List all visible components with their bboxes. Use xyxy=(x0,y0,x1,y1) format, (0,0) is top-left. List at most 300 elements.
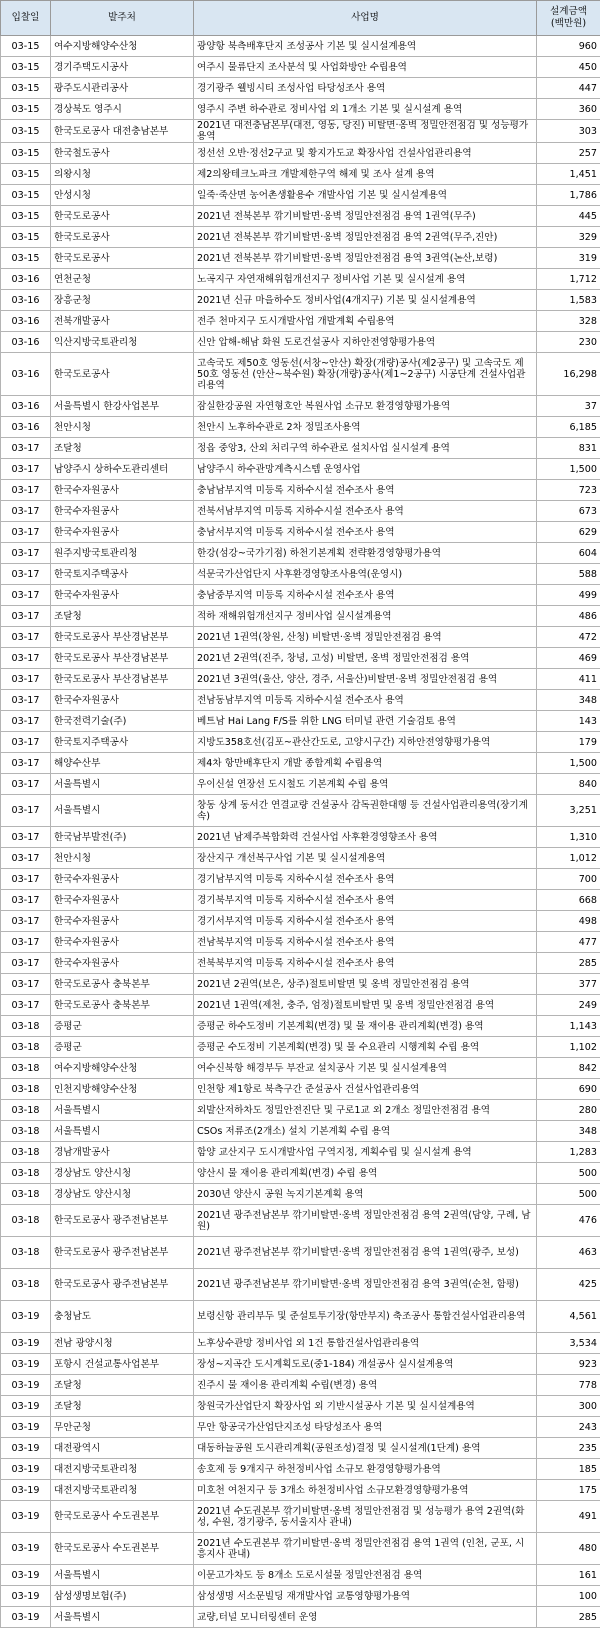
table-row xyxy=(1,732,600,753)
header-date: 입찰일 xyxy=(1,1,51,36)
cell-amount: 235 xyxy=(537,1438,600,1459)
table-row xyxy=(1,795,600,827)
cell-org: 서울특별시 xyxy=(51,1121,194,1142)
cell-amount: 723 xyxy=(537,480,600,501)
cell-date: 03-19 xyxy=(1,1480,51,1501)
cell-org: 천안시청 xyxy=(51,417,194,438)
cell-date: 03-17 xyxy=(1,932,51,953)
cell-amount: 16,298 xyxy=(537,353,600,396)
cell-org: 한국도로공사 xyxy=(51,248,194,269)
cell-date: 03-17 xyxy=(1,564,51,585)
cell-name: 2021년 수도권본부 깎기비탈면·옹벽 정밀안전점검 및 성능평가 용역 2권역(화성, 수원, 경기광주, 동서울지사 관내) xyxy=(194,1501,537,1533)
cell-amount: 1,012 xyxy=(537,848,600,869)
cell-org: 한국전력기술(주) xyxy=(51,711,194,732)
cell-name: 여수신북항 해경부두 부잔교 설치공사 기본 및 실시설계용역 xyxy=(194,1058,537,1079)
cell-amount: 3,534 xyxy=(537,1333,600,1354)
cell-date: 03-17 xyxy=(1,890,51,911)
cell-date: 03-18 xyxy=(1,1205,51,1237)
cell-name: 전남동남부지역 미등록 지하수시설 전수조사 용역 xyxy=(194,690,537,711)
cell-org: 조달청 xyxy=(51,606,194,627)
cell-date: 03-17 xyxy=(1,627,51,648)
cell-date: 03-19 xyxy=(1,1417,51,1438)
cell-amount: 1,283 xyxy=(537,1142,600,1163)
cell-amount: 960 xyxy=(537,36,600,57)
cell-name: 증평군 수도정비 기본계획(변경) 및 물 수요관리 시행계획 수립 용역 xyxy=(194,1037,537,1058)
table-row xyxy=(1,311,600,332)
cell-amount: 285 xyxy=(537,1607,600,1628)
table-row xyxy=(1,1417,600,1438)
cell-amount: 1,712 xyxy=(537,269,600,290)
cell-amount: 328 xyxy=(537,311,600,332)
cell-name: 전주 천마지구 도시개발사업 개발계획 수립용역 xyxy=(194,311,537,332)
header-org: 발주처 xyxy=(51,1,194,36)
cell-org: 한국도로공사 부산경남본부 xyxy=(51,669,194,690)
cell-name: 양산시 물 재이용 관리계획(변경) 수립 용역 xyxy=(194,1163,537,1184)
cell-date: 03-17 xyxy=(1,711,51,732)
cell-org: 한국철도공사 xyxy=(51,143,194,164)
cell-org: 남양주시 상하수도관리센터 xyxy=(51,459,194,480)
cell-date: 03-19 xyxy=(1,1459,51,1480)
cell-name: 2030년 양산시 공원 녹지기본계획 용역 xyxy=(194,1184,537,1205)
cell-org: 조달청 xyxy=(51,1396,194,1417)
cell-amount: 499 xyxy=(537,585,600,606)
cell-org: 충청남도 xyxy=(51,1301,194,1333)
cell-amount: 700 xyxy=(537,869,600,890)
table-row xyxy=(1,932,600,953)
cell-date: 03-18 xyxy=(1,1142,51,1163)
cell-org: 한국도로공사 수도권본부 xyxy=(51,1533,194,1565)
cell-amount: 257 xyxy=(537,143,600,164)
cell-amount: 463 xyxy=(537,1237,600,1269)
cell-date: 03-15 xyxy=(1,57,51,78)
cell-org: 전북개발공사 xyxy=(51,311,194,332)
table-row xyxy=(1,669,600,690)
cell-org: 한국수자원공사 xyxy=(51,869,194,890)
cell-date: 03-15 xyxy=(1,120,51,143)
table-row xyxy=(1,1100,600,1121)
cell-name: 전북서남부지역 미등록 지하수시설 전수조사 용역 xyxy=(194,501,537,522)
cell-date: 03-19 xyxy=(1,1607,51,1628)
table-row xyxy=(1,1607,600,1628)
cell-name: 제2의왕테크노파크 개발제한구역 해제 및 조사 설계 용역 xyxy=(194,164,537,185)
cell-org: 경기주택도시공사 xyxy=(51,57,194,78)
cell-date: 03-16 xyxy=(1,269,51,290)
cell-name: 충남서부지역 미등록 지하수시설 전수조사 용역 xyxy=(194,522,537,543)
cell-amount: 491 xyxy=(537,1501,600,1533)
cell-org: 연천군청 xyxy=(51,269,194,290)
table-row xyxy=(1,1501,600,1533)
table-row xyxy=(1,1301,600,1333)
table-row xyxy=(1,564,600,585)
table-row xyxy=(1,974,600,995)
cell-name: 외발산저하차도 정밀안전진단 및 구로1교 외 2개소 정밀안전점검 용역 xyxy=(194,1100,537,1121)
cell-date: 03-15 xyxy=(1,99,51,120)
cell-name: 전남북부지역 미등록 지하수시설 전수조사 용역 xyxy=(194,932,537,953)
cell-name: 전북북부지역 미등록 지하수시설 전수조사 용역 xyxy=(194,953,537,974)
cell-amount: 498 xyxy=(537,911,600,932)
table-row xyxy=(1,57,600,78)
table-row xyxy=(1,1565,600,1586)
table-row xyxy=(1,1163,600,1184)
cell-org: 서울특별시 xyxy=(51,795,194,827)
table-row xyxy=(1,290,600,311)
cell-org: 한국도로공사 광주전남본부 xyxy=(51,1269,194,1301)
table-row xyxy=(1,501,600,522)
cell-org: 서울특별시 xyxy=(51,1607,194,1628)
cell-date: 03-18 xyxy=(1,1100,51,1121)
header-row xyxy=(1,1,600,36)
table-row xyxy=(1,120,600,143)
cell-amount: 477 xyxy=(537,932,600,953)
cell-date: 03-19 xyxy=(1,1438,51,1459)
cell-name: 여주시 물류단지 조사분석 및 사업화방안 수립용역 xyxy=(194,57,537,78)
cell-name: 경기북부지역 미등록 지하수시설 전수조사 용역 xyxy=(194,890,537,911)
table-row xyxy=(1,1396,600,1417)
cell-amount: 411 xyxy=(537,669,600,690)
cell-org: 대전지방국토관리청 xyxy=(51,1480,194,1501)
table-row xyxy=(1,1237,600,1269)
cell-date: 03-19 xyxy=(1,1375,51,1396)
cell-amount: 450 xyxy=(537,57,600,78)
cell-amount: 161 xyxy=(537,1565,600,1586)
cell-name: 2021년 대전충남본부(대전, 영동, 당진) 비탈면·옹벽 정밀안전점검 및 성능평가 용역 xyxy=(194,120,537,143)
table-row xyxy=(1,1480,600,1501)
cell-date: 03-17 xyxy=(1,585,51,606)
cell-org: 조달청 xyxy=(51,438,194,459)
cell-name: 적하 재해위험개선지구 정비사업 실시설계용역 xyxy=(194,606,537,627)
table-row xyxy=(1,164,600,185)
cell-date: 03-17 xyxy=(1,606,51,627)
cell-amount: 6,185 xyxy=(537,417,600,438)
cell-name: 장산지구 개선복구사업 기본 및 실시설계용역 xyxy=(194,848,537,869)
cell-date: 03-17 xyxy=(1,848,51,869)
table-row xyxy=(1,1205,600,1237)
cell-name: 2021년 수도권본부 깎기비탈면·옹벽 정밀안전점검 용역 1권역 (인천, 군포, 시흥지사 관내) xyxy=(194,1533,537,1565)
cell-date: 03-16 xyxy=(1,353,51,396)
table-row xyxy=(1,1533,600,1565)
cell-amount: 3,251 xyxy=(537,795,600,827)
cell-date: 03-15 xyxy=(1,78,51,99)
cell-amount: 1,500 xyxy=(537,753,600,774)
cell-amount: 285 xyxy=(537,953,600,974)
cell-amount: 447 xyxy=(537,78,600,99)
cell-date: 03-17 xyxy=(1,974,51,995)
cell-date: 03-18 xyxy=(1,1058,51,1079)
cell-name: 고속국도 제50호 영동선(서창~안산) 확장(개량)공사(제2공구) 및 고속국도 제50호 영동선 (안산~북수원) 확장(개량)공사(제1~2공구) 시공단계 건설사업관리용역 xyxy=(194,353,537,396)
cell-org: 전남 광양시청 xyxy=(51,1333,194,1354)
table-row xyxy=(1,543,600,564)
table-row xyxy=(1,827,600,848)
cell-org: 한국토지주택공사 xyxy=(51,564,194,585)
header-amount-line2: (백만원) xyxy=(551,18,586,29)
cell-amount: 37 xyxy=(537,396,600,417)
cell-amount: 668 xyxy=(537,890,600,911)
cell-amount: 175 xyxy=(537,1480,600,1501)
table-row xyxy=(1,627,600,648)
cell-amount: 1,583 xyxy=(537,290,600,311)
header-amount xyxy=(537,1,600,36)
table-row xyxy=(1,1121,600,1142)
cell-name: 진주시 물 재이용 관리계획 수립(변경) 용역 xyxy=(194,1375,537,1396)
cell-amount: 604 xyxy=(537,543,600,564)
cell-amount: 243 xyxy=(537,1417,600,1438)
cell-name: 2021년 광주전남본부 깎기비탈면·옹벽 정밀안전점검 용역 2권역(담양, 구례, 남원) xyxy=(194,1205,537,1237)
cell-date: 03-17 xyxy=(1,732,51,753)
cell-name: 2021년 전북본부 깎기비탈면·옹벽 정밀안전점검 용역 2권역(무주,진안) xyxy=(194,227,537,248)
cell-name: 영주시 주변 하수관로 정비사업 외 1개소 기본 및 실시설계 용역 xyxy=(194,99,537,120)
cell-date: 03-19 xyxy=(1,1533,51,1565)
table-row xyxy=(1,353,600,396)
cell-name: 미호천 여천지구 등 3개소 하천정비사업 소규모환경영향평가용역 xyxy=(194,1480,537,1501)
cell-date: 03-19 xyxy=(1,1586,51,1607)
cell-date: 03-18 xyxy=(1,1184,51,1205)
cell-name: 2021년 광주전남본부 깎기비탈면·옹벽 정밀안전점검 용역 3권역(순천, 함평) xyxy=(194,1269,537,1301)
cell-date: 03-17 xyxy=(1,774,51,795)
cell-org: 한국남부발전(주) xyxy=(51,827,194,848)
cell-org: 장흥군청 xyxy=(51,290,194,311)
cell-amount: 1,310 xyxy=(537,827,600,848)
cell-org: 한국수자원공사 xyxy=(51,932,194,953)
cell-amount: 300 xyxy=(537,1396,600,1417)
cell-amount: 588 xyxy=(537,564,600,585)
table-row xyxy=(1,1184,600,1205)
cell-date: 03-17 xyxy=(1,480,51,501)
cell-name: 창원국가산업단지 확장사업 외 기반시설공사 기본 및 실시설계용역 xyxy=(194,1396,537,1417)
cell-name: 충남남부지역 미등록 지하수시설 전수조사 용역 xyxy=(194,480,537,501)
cell-date: 03-17 xyxy=(1,438,51,459)
cell-amount: 500 xyxy=(537,1184,600,1205)
cell-amount: 4,561 xyxy=(537,1301,600,1333)
cell-name: 삼성생명 서소문빌딩 재개발사업 교통영향평가용역 xyxy=(194,1586,537,1607)
cell-name: 충남중부지역 미등록 지하수시설 전수조사 용역 xyxy=(194,585,537,606)
cell-date: 03-17 xyxy=(1,911,51,932)
cell-name: 2021년 1권역(제천, 충주, 엄정)절토비탈면 및 옹벽 정밀안전점검 용역 xyxy=(194,995,537,1016)
table-header xyxy=(1,1,600,36)
cell-date: 03-19 xyxy=(1,1333,51,1354)
cell-amount: 1,102 xyxy=(537,1037,600,1058)
table-row xyxy=(1,1058,600,1079)
cell-amount: 480 xyxy=(537,1533,600,1565)
cell-org: 광주도시관리공사 xyxy=(51,78,194,99)
table-row xyxy=(1,1079,600,1100)
cell-date: 03-16 xyxy=(1,332,51,353)
cell-name: 2021년 남제주복합화력 건설사업 사후환경영향조사 용역 xyxy=(194,827,537,848)
cell-amount: 249 xyxy=(537,995,600,1016)
cell-amount: 840 xyxy=(537,774,600,795)
cell-org: 한국도로공사 xyxy=(51,206,194,227)
cell-date: 03-17 xyxy=(1,669,51,690)
cell-amount: 629 xyxy=(537,522,600,543)
cell-date: 03-16 xyxy=(1,417,51,438)
cell-org: 한국수자원공사 xyxy=(51,522,194,543)
cell-amount: 329 xyxy=(537,227,600,248)
cell-org: 경상남도 양산시청 xyxy=(51,1184,194,1205)
cell-amount: 280 xyxy=(537,1100,600,1121)
cell-date: 03-18 xyxy=(1,1269,51,1301)
table-row xyxy=(1,648,600,669)
cell-name: CSOs 저류조(2개소) 설치 기본계획 수립 용역 xyxy=(194,1121,537,1142)
cell-amount: 303 xyxy=(537,120,600,143)
cell-amount: 673 xyxy=(537,501,600,522)
header-amount-line1: 설계금액 xyxy=(550,6,587,17)
cell-name: 2021년 광주전남본부 깎기비탈면·옹벽 정밀안전점검 용역 1권역(광주, 보성) xyxy=(194,1237,537,1269)
cell-org: 인천지방해양수산청 xyxy=(51,1079,194,1100)
table-row xyxy=(1,711,600,732)
cell-amount: 179 xyxy=(537,732,600,753)
cell-org: 한국수자원공사 xyxy=(51,890,194,911)
cell-org: 경남개발공사 xyxy=(51,1142,194,1163)
cell-org: 한국도로공사 광주전남본부 xyxy=(51,1205,194,1237)
cell-name: 2021년 신규 마을하수도 정비사업(4개지구) 기본 및 실시설계용역 xyxy=(194,290,537,311)
cell-name: 석문국가산업단지 사후환경영향조사용역(운영시) xyxy=(194,564,537,585)
cell-name: 증평군 하수도정비 기본계획(변경) 및 물 재이용 관리계획(변경) 용역 xyxy=(194,1016,537,1037)
cell-name: 대동하늘공원 도시관리계획(공원조성)결정 및 실시설계(1단계) 용역 xyxy=(194,1438,537,1459)
cell-org: 한국수자원공사 xyxy=(51,911,194,932)
cell-org: 한국도로공사 광주전남본부 xyxy=(51,1237,194,1269)
cell-name: 교량,터널 모니터링센터 운영 xyxy=(194,1607,537,1628)
cell-org: 조달청 xyxy=(51,1375,194,1396)
cell-date: 03-19 xyxy=(1,1354,51,1375)
cell-date: 03-17 xyxy=(1,648,51,669)
cell-org: 증평군 xyxy=(51,1016,194,1037)
cell-org: 한국도로공사 xyxy=(51,353,194,396)
cell-name: 무안 항공국가산업단지조성 타당성조사 용역 xyxy=(194,1417,537,1438)
table-row xyxy=(1,1354,600,1375)
table-row xyxy=(1,995,600,1016)
cell-org: 대전지방국토관리청 xyxy=(51,1459,194,1480)
table-row xyxy=(1,438,600,459)
cell-org: 한국도로공사 충북본부 xyxy=(51,974,194,995)
cell-date: 03-17 xyxy=(1,953,51,974)
table-row xyxy=(1,1333,600,1354)
cell-name: 2021년 2권역(보은, 상주)절토비탈면 및 옹벽 정밀안전점검 용역 xyxy=(194,974,537,995)
table-row xyxy=(1,690,600,711)
cell-amount: 1,500 xyxy=(537,459,600,480)
table-row xyxy=(1,606,600,627)
cell-name: 경기서부지역 미등록 지하수시설 전수조사 용역 xyxy=(194,911,537,932)
cell-amount: 469 xyxy=(537,648,600,669)
cell-amount: 923 xyxy=(537,1354,600,1375)
table-row xyxy=(1,417,600,438)
cell-org: 천안시청 xyxy=(51,848,194,869)
cell-date: 03-17 xyxy=(1,869,51,890)
header-name: 사업명 xyxy=(194,1,537,36)
table-row xyxy=(1,185,600,206)
cell-date: 03-18 xyxy=(1,1121,51,1142)
table-row xyxy=(1,1269,600,1301)
cell-date: 03-19 xyxy=(1,1501,51,1533)
cell-org: 의왕시청 xyxy=(51,164,194,185)
table-row xyxy=(1,911,600,932)
cell-date: 03-17 xyxy=(1,522,51,543)
cell-name: 한강(섬강~국가기점) 하천기본계획 전략환경영향평가용역 xyxy=(194,543,537,564)
cell-org: 해양수산부 xyxy=(51,753,194,774)
cell-amount: 831 xyxy=(537,438,600,459)
cell-date: 03-18 xyxy=(1,1163,51,1184)
table-row xyxy=(1,753,600,774)
cell-date: 03-19 xyxy=(1,1301,51,1333)
table-row xyxy=(1,1459,600,1480)
table-row xyxy=(1,36,600,57)
table-row xyxy=(1,1037,600,1058)
cell-name: 정읍 중앙3, 산외 처리구역 하수관로 설치사업 실시설계 용역 xyxy=(194,438,537,459)
cell-date: 03-17 xyxy=(1,543,51,564)
cell-org: 무안군청 xyxy=(51,1417,194,1438)
cell-amount: 425 xyxy=(537,1269,600,1301)
cell-org: 경상북도 영주시 xyxy=(51,99,194,120)
cell-amount: 230 xyxy=(537,332,600,353)
cell-name: 제4차 항만배후단지 개발 종합계획 수립용역 xyxy=(194,753,537,774)
cell-org: 한국도로공사 충북본부 xyxy=(51,995,194,1016)
cell-date: 03-17 xyxy=(1,753,51,774)
table-row xyxy=(1,78,600,99)
cell-org: 한국수자원공사 xyxy=(51,690,194,711)
cell-name: 창동 상계 동서간 연결교량 건설공사 감독권한대행 등 건설사업관리용역(장기계속) xyxy=(194,795,537,827)
cell-name: 함양 교산지구 도시개발사업 구역지정, 계획수립 및 실시설계 용역 xyxy=(194,1142,537,1163)
cell-name: 정선선 오반·정선2구교 및 황지가도교 확장사업 건설사업관리용역 xyxy=(194,143,537,164)
table-row xyxy=(1,227,600,248)
cell-org: 한국도로공사 대전충남본부 xyxy=(51,120,194,143)
cell-amount: 476 xyxy=(537,1205,600,1237)
cell-date: 03-17 xyxy=(1,827,51,848)
cell-amount: 1,451 xyxy=(537,164,600,185)
cell-name: 일죽·죽산면 농어촌생활용수 개발사업 기본 및 실시설계용역 xyxy=(194,185,537,206)
table-body xyxy=(1,36,600,1628)
cell-name: 베트남 Hai Lang F/S를 위한 LNG 터미널 관련 기술검토 용역 xyxy=(194,711,537,732)
cell-name: 경기남부지역 미등록 지하수시설 전수조사 용역 xyxy=(194,869,537,890)
table-row xyxy=(1,1016,600,1037)
cell-org: 증평군 xyxy=(51,1037,194,1058)
cell-amount: 360 xyxy=(537,99,600,120)
cell-amount: 486 xyxy=(537,606,600,627)
cell-amount: 1,786 xyxy=(537,185,600,206)
cell-org: 한국도로공사 부산경남본부 xyxy=(51,648,194,669)
cell-date: 03-19 xyxy=(1,1396,51,1417)
table-row xyxy=(1,396,600,417)
cell-name: 경기광주 웰빙시티 조성사업 타당성조사 용역 xyxy=(194,78,537,99)
table-row xyxy=(1,480,600,501)
cell-org: 원주지방국토관리청 xyxy=(51,543,194,564)
cell-org: 서울특별시 xyxy=(51,1565,194,1586)
cell-date: 03-19 xyxy=(1,1565,51,1586)
table-row xyxy=(1,1438,600,1459)
cell-name: 노곡지구 자연재해위험개선지구 정비사업 기본 및 실시설계 용역 xyxy=(194,269,537,290)
table-row xyxy=(1,848,600,869)
cell-name: 송호제 등 9개지구 하천정비사업 소규모 환경영향평가용역 xyxy=(194,1459,537,1480)
cell-org: 경상남도 양산시청 xyxy=(51,1163,194,1184)
table-row xyxy=(1,99,600,120)
table-row xyxy=(1,1142,600,1163)
table-row xyxy=(1,269,600,290)
cell-name: 보령신항 관리부두 및 준설토투기장(항만부지) 축조공사 통합건설사업관리용역 xyxy=(194,1301,537,1333)
table-row xyxy=(1,869,600,890)
cell-org: 한국수자원공사 xyxy=(51,480,194,501)
cell-date: 03-16 xyxy=(1,396,51,417)
cell-date: 03-15 xyxy=(1,227,51,248)
cell-amount: 445 xyxy=(537,206,600,227)
cell-name: 지방도358호선(김포~관산간도로, 고양시구간) 지하안전영향평가용역 xyxy=(194,732,537,753)
cell-date: 03-17 xyxy=(1,690,51,711)
cell-amount: 500 xyxy=(537,1163,600,1184)
cell-date: 03-15 xyxy=(1,143,51,164)
cell-org: 한국수자원공사 xyxy=(51,501,194,522)
cell-date: 03-15 xyxy=(1,164,51,185)
cell-org: 안성시청 xyxy=(51,185,194,206)
cell-org: 한국수자원공사 xyxy=(51,953,194,974)
cell-date: 03-18 xyxy=(1,1037,51,1058)
cell-date: 03-17 xyxy=(1,501,51,522)
cell-org: 한국도로공사 xyxy=(51,227,194,248)
